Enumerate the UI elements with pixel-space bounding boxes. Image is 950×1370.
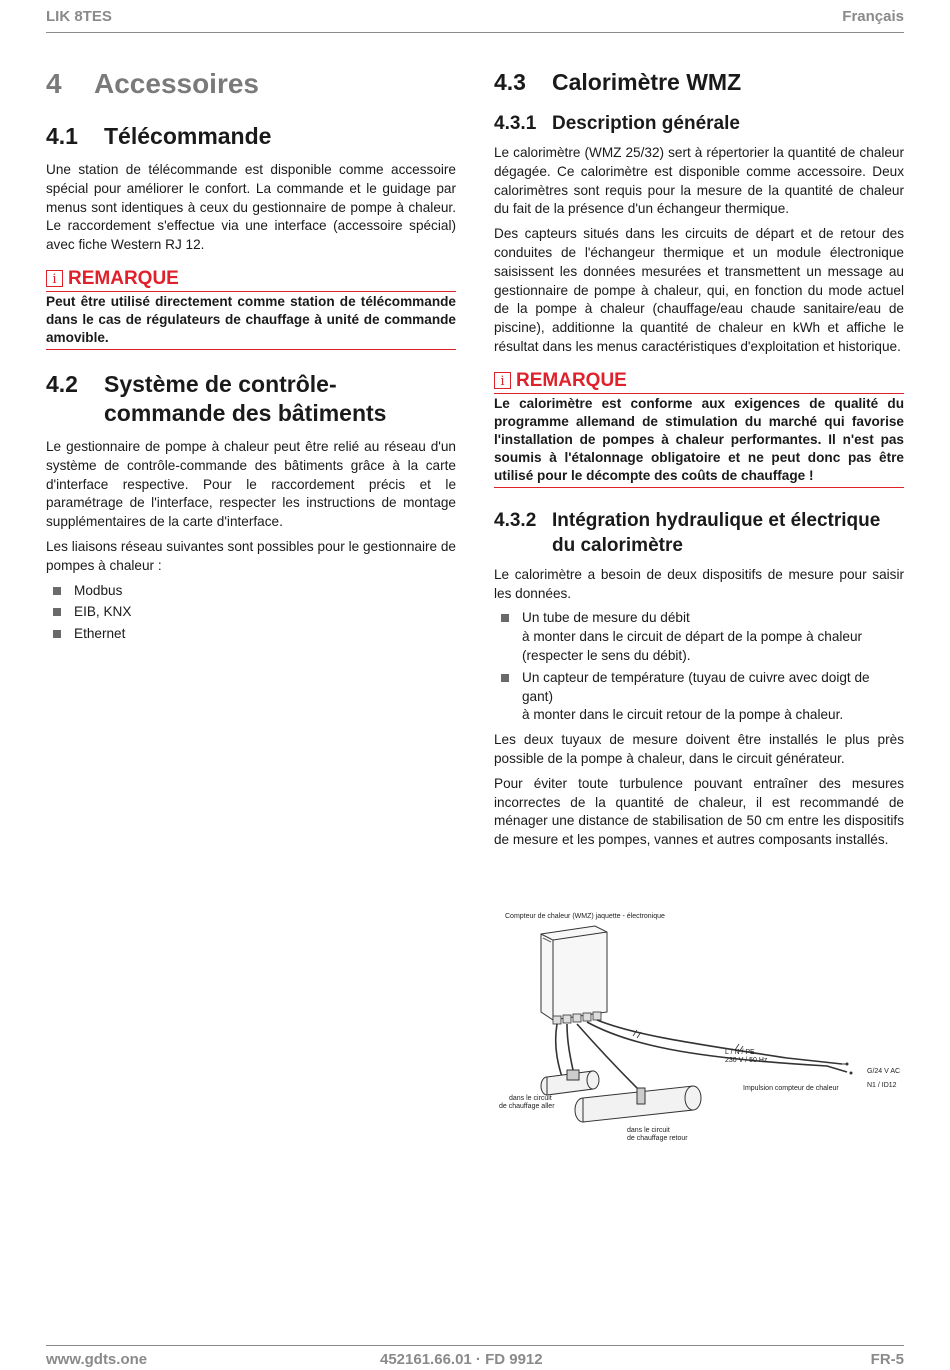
info-icon: i: [494, 372, 511, 389]
network-list: [46, 582, 456, 644]
list-item: EIB, KNX: [46, 603, 456, 622]
note-title: REMARQUE: [68, 267, 179, 289]
note-title: REMARQUE: [516, 369, 627, 391]
section-4-3-1-paragraph-1: Le calorimètre (WMZ 25/32) sert à répertorier la quantité de chaleur dégagée. Ce calorimètre est disponible comme accessoire. Deux calorimètres sont requis pour la mesure de la quantité de chaleur du fait de la présence d'un échangeur thermique.: [494, 145, 904, 217]
section-4-3-2-paragraph-3: Pour éviter toute turbulence pouvant entraîner des mesures incorrectes de la quantité de chaleur, il est recommandé de ménager une distance de stabilisation de 50 cm entre les dispositifs de mesure et les pompes, vannes et autres composants installés.: [494, 775, 904, 848]
section-4-1-paragraph: Une station de télécommande est disponible comme accessoire spécial pour améliorer le confort. La commande et le guidage par menus sont identiques à ceux du gestionnaire de pompe à chaleur. Le raccordement s'effectue via une interface (accessoire spécial) avec fiche Western RJ 12.: [46, 162, 456, 253]
electronics-housing: [541, 926, 607, 1020]
voltage-label: G/24 V AC: [867, 1068, 901, 1075]
page-header: [46, 6, 904, 33]
list-item: Un capteur de température (tuyau de cuivre avec doigt de gant) à monter dans le circuit retour de la pompe à chaleur.: [494, 669, 904, 725]
section-number: 4.1: [46, 123, 78, 149]
power-label-line-2: 230 V / 50 Hz: [725, 1057, 768, 1064]
section-4-3-2-heading: [494, 508, 904, 558]
note-body: Le calorimètre est conforme aux exigences de qualité du programme allemand de stimulation du marché qui favorise l'installation de pompes à chaleur performantes. Il n'est pas soumis à l'étalonnage obligatoire et ne peut donc pas être utilisé pour le décompte des coûts de chauffage !: [494, 394, 904, 488]
section-title: Télécommande: [104, 123, 272, 149]
section-title: Système de contrôle-commande des bâtiments: [104, 370, 387, 426]
footer-document-number: 452161.66.01 · FD 9912: [380, 1351, 543, 1368]
list-item: Un tube de mesure du débit à monter dans le circuit de départ de la pompe à chaleur (respecter le sens du débit).: [494, 609, 904, 665]
section-number: 4.3.1: [494, 113, 537, 134]
bullet-square-icon: [501, 674, 509, 682]
page-footer: [46, 1345, 904, 1370]
chapter-number: 4: [46, 68, 62, 99]
section-title: Calorimètre WMZ: [552, 69, 742, 95]
section-number: 4.2: [46, 370, 78, 397]
section-number: 4.3: [494, 69, 526, 95]
impulse-label: Impulsion compteur de chaleur: [743, 1085, 839, 1092]
section-title: Intégration hydraulique et électrique du calorimètre: [552, 509, 881, 556]
supply-label-line-2: de chauffage aller: [499, 1103, 555, 1110]
bullet-square-icon: [53, 587, 61, 595]
power-label-line-1: L / N / PE: [725, 1049, 755, 1056]
header-language: Français: [842, 8, 904, 25]
calorimeter-diagram: [497, 908, 907, 1148]
return-label-line-1: dans le circuit: [627, 1127, 670, 1134]
section-number: 4.3.2: [494, 509, 537, 531]
note-header: [46, 269, 456, 292]
input-label: N1 / ID12: [867, 1082, 897, 1089]
info-icon: i: [46, 270, 63, 287]
bullet-square-icon: [501, 614, 509, 622]
note-header: [494, 371, 904, 394]
return-label-line-2: de chauffage retour: [627, 1135, 688, 1142]
section-4-2-paragraph-1: Le gestionnaire de pompe à chaleur peut être relié au réseau d'un système de contrôle-commande des bâtiments grâce à la carte d'interface respective. Pour le raccordement précis et le paramétrage de l'interface, respecter les instructions de montage supplémentaires de la carte d'interface.: [46, 438, 456, 530]
terminal-dot: [850, 1072, 853, 1075]
chapter-heading: [46, 68, 456, 104]
section-4-2-paragraph-2: Les liaisons réseau suivantes sont possibles pour le gestionnaire de pompes à chaleur :: [46, 538, 456, 573]
bullet-square-icon: [53, 630, 61, 638]
measuring-devices-list: [494, 609, 904, 725]
supply-flow-tube: [541, 1070, 599, 1095]
section-4-1-heading: [46, 122, 456, 151]
right-column: [494, 62, 904, 856]
list-item: Modbus: [46, 582, 456, 601]
list-item: Ethernet: [46, 625, 456, 644]
section-4-2-heading: [46, 370, 456, 428]
calorimeter-installation-figure: [497, 908, 907, 1148]
footer-website: www.gdts.one: [46, 1351, 148, 1368]
section-4-3-2-paragraph-2: Les deux tuyaux de mesure doivent être installés le plus près possible de la pompe à chaleur, dans le circuit générateur.: [494, 732, 904, 766]
header-model: LIK 8TES: [46, 8, 112, 25]
section-4-3-heading: [494, 68, 904, 97]
note-calorimeter: [494, 371, 904, 488]
cables: [556, 1020, 847, 1088]
note-remote-control: [46, 269, 456, 350]
return-sensor-pipe: [575, 1086, 701, 1122]
section-4-3-2-paragraph-1: Le calorimètre a besoin de deux dispositifs de mesure pour saisir les données.: [494, 566, 904, 601]
bullet-square-icon: [53, 608, 61, 616]
footer-page-number: FR-5: [870, 1351, 904, 1368]
note-body: Peut être utilisé directement comme station de télécommande dans le cas de régulateurs de chauffage à unité de commande amovible.: [46, 292, 456, 350]
chapter-title: Accessoires: [94, 68, 260, 99]
section-4-3-1-paragraph-2: Des capteurs situés dans les circuits de départ et de retour des conduites de l'échangeur thermique et un module électronique saisissent les données mesurées et transmettent un message au gestionnaire de pompe à chaleur, qui, en fonction du mode actuel de la pompe à chaleur (chauffage/eau chaude sanitaire/eau de piscine), additionne la quantité de chaleur en kWh et affiche le résultat dans les menus caractéristiques d'exploitation et historique.: [494, 226, 904, 354]
figure-caption: Compteur de chaleur (WMZ) jaquette - électronique: [505, 913, 665, 920]
left-column: [46, 62, 456, 650]
section-4-3-1-heading: [494, 111, 904, 136]
section-title: Description générale: [552, 113, 740, 134]
supply-label-line-1: dans le circuit: [509, 1095, 552, 1102]
